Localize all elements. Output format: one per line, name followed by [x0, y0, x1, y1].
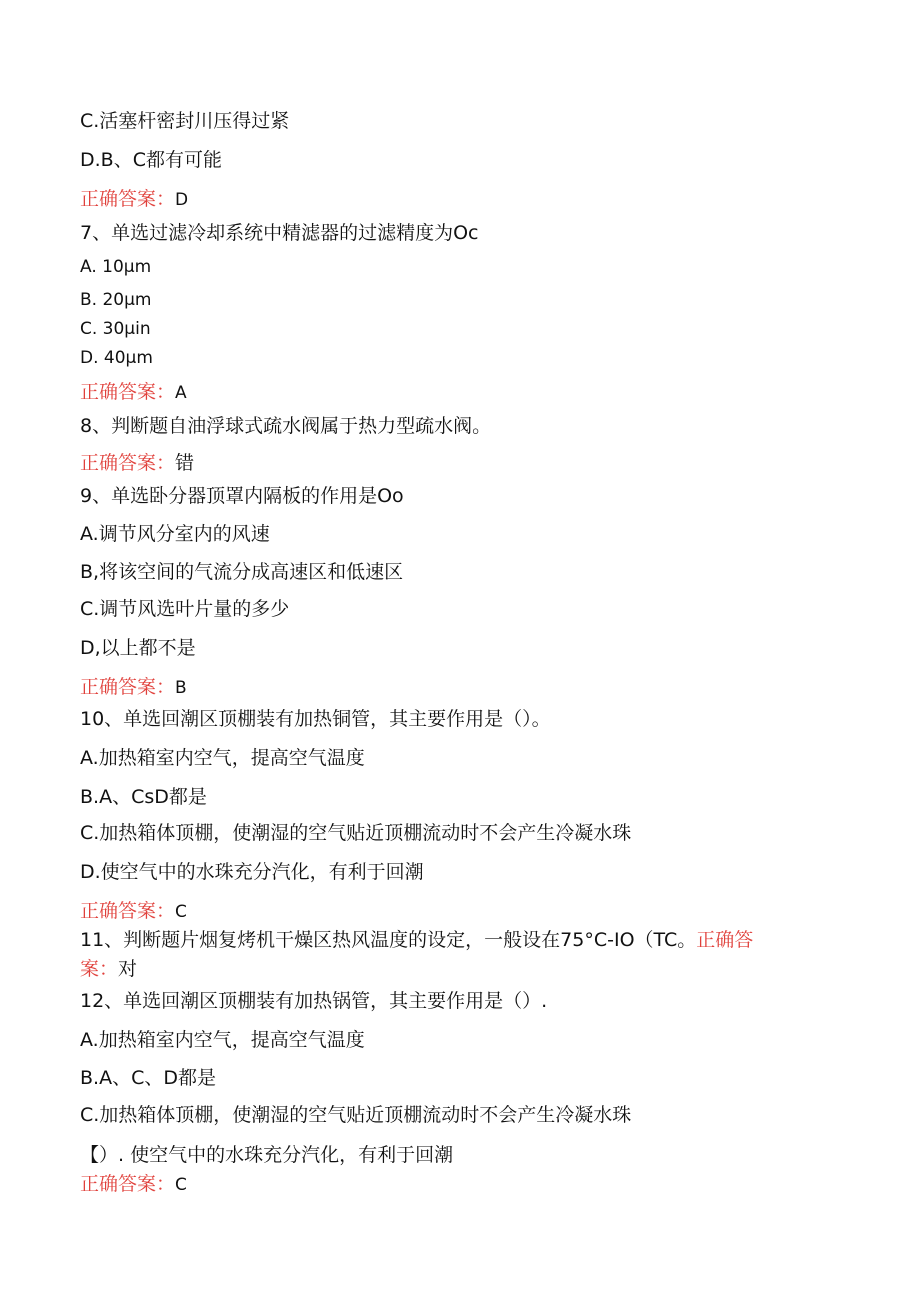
answer-q7 [80, 379, 187, 406]
option-d-q7: D. 40μm [80, 348, 153, 368]
question-11 [80, 927, 753, 953]
option-c-q7: C. 30μin [80, 319, 151, 339]
option-a-q9: A.调节风分室内的风速 [80, 523, 270, 545]
answer-value: 错 [175, 452, 195, 474]
answer-q6 [80, 186, 188, 213]
answer-q9 [80, 674, 187, 701]
option-d-q9: D,以上都不是 [80, 637, 196, 659]
answer-q12 [80, 1171, 187, 1198]
answer-label: 案： [80, 958, 119, 980]
answer-label: 正确答案： [80, 452, 176, 474]
answer-q11 [80, 956, 137, 982]
answer-value: B [175, 678, 187, 698]
answer-label: 正确答案： [80, 1173, 176, 1195]
question-9: 9、单选卧分器顶罩内隔板的作用是Oo [80, 485, 404, 507]
option-a-q7: A. 10μm [80, 257, 152, 277]
answer-value: C [175, 902, 187, 922]
option-b-q7: B. 20μm [80, 290, 152, 310]
option-a-q10: A.加热箱室内空气，提高空气温度 [80, 747, 365, 769]
option-b-q12: B.A、C、D都是 [80, 1067, 216, 1089]
option-d-q6: D.B、C都有可能 [80, 149, 222, 171]
option-a-q12: A.加热箱室内空气，提高空气温度 [80, 1029, 365, 1051]
answer-value: C [175, 1175, 187, 1195]
question-text: 11、判断题片烟复烤机干燥区热风温度的设定，一般设在75°C-IO（TC。 [80, 929, 697, 951]
option-b-q10: B.A、CsD都是 [80, 786, 207, 808]
option-c-q12: C.加热箱体顶棚，使潮湿的空气贴近顶棚流动时不会产生冷凝水珠 [80, 1104, 632, 1126]
option-c-q10: C.加热箱体顶棚，使潮湿的空气贴近顶棚流动时不会产生冷凝水珠 [80, 822, 632, 844]
answer-label: 正确答案： [80, 676, 176, 698]
answer-value: 对 [118, 958, 138, 980]
option-c-q6: C.活塞杆密封川压得过紧 [80, 110, 290, 132]
answer-q10 [80, 898, 187, 925]
option-d-q12: 【）. 使空气中的水珠充分汽化，有利于回潮 [80, 1144, 454, 1166]
answer-q8 [80, 450, 194, 476]
answer-label: 正确答案： [80, 188, 176, 210]
answer-label: 正确答案： [80, 900, 176, 922]
question-8: 8、判断题自油浮球式疏水阀属于热力型疏水阀。 [80, 415, 492, 437]
question-10: 10、单选回潮区顶棚装有加热铜管，其主要作用是（）。 [80, 708, 551, 730]
answer-value: A [175, 383, 187, 403]
answer-value: D [175, 190, 189, 210]
answer-label: 正确答 [696, 929, 754, 951]
question-7: 7、单选过滤冷却系统中精滤器的过滤精度为Oc [80, 222, 479, 244]
answer-label: 正确答案： [80, 381, 176, 403]
option-b-q9: B,将该空间的气流分成高速区和低速区 [80, 561, 404, 583]
option-c-q9: C.调节风选叶片量的多少 [80, 598, 290, 620]
option-d-q10: D.使空气中的水珠充分汽化，有利于回潮 [80, 861, 424, 883]
question-12: 12、单选回潮区顶棚装有加热锅管，其主要作用是（）. [80, 990, 548, 1012]
